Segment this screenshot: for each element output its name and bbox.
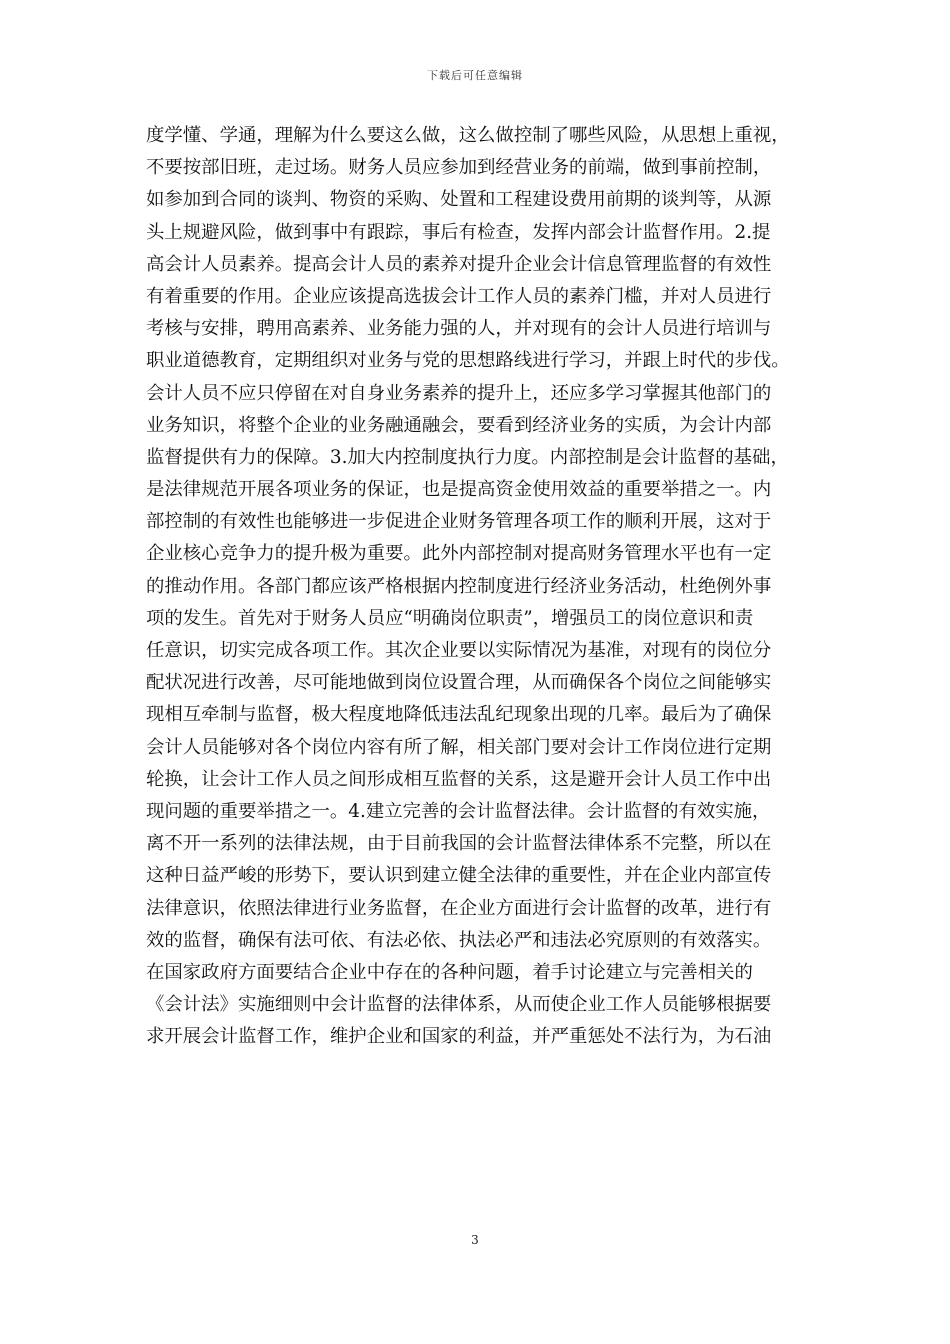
body-text [146, 120, 810, 1053]
body-line: 职业道德教育，定期组织对业务与党的思想路线进行学习，并跟上时代的步伐。 [146, 350, 790, 372]
body-line: 轮换，让会计工作人员之间形成相互监督的关系，这是避开会计人员工作中出 [146, 768, 772, 790]
body-line: 现相互牵制与监督，极大程度地降低违法乱纪现象出现的几率。最后为了确保 [146, 704, 772, 726]
body-line: 如参加到合同的谈判、物资的采购、处置和工程建设费用前期的谈判等，从源 [146, 189, 772, 211]
body-line: 这种日益严峻的形势下，要认识到建立健全法律的重要性，并在企业内部宣传 [146, 865, 772, 887]
body-line: 求开展会计监督工作，维护企业和国家的利益，并严重惩处不法行为，为石油 [146, 1026, 772, 1048]
body-line: 法律意识，依照法律进行业务监督，在企业方面进行会计监督的改革，进行有 [146, 897, 772, 919]
body-line: 是法律规范开展各项业务的保证，也是提高资金使用效益的重要举措之一。内 [146, 479, 772, 501]
body-line: 《会计法》实施细则中会计监督的法律体系，从而使企业工作人员能够根据要 [146, 994, 772, 1016]
body-line: 部控制的有效性也能够进一步促进企业财务管理各项工作的顺利开展，这对于 [146, 511, 772, 533]
body-line: 企业核心竞争力的提升极为重要。此外内部控制对提高财务管理水平也有一定 [146, 543, 772, 565]
body-line: 任意识，切实完成各项工作。其次企业要以实际情况为基准，对现有的岗位分 [146, 640, 772, 661]
body-line: 头上规避风险，做到事中有跟踪，事后有检查，发挥内部会计监督作用。2.提 [146, 221, 771, 243]
body-line: 业务知识，将整个企业的业务融通融会，要看到经济业务的实质，为会计内部 [146, 414, 772, 436]
body-line: 度学懂、学通，理解为什么要这么做，这么做控制了哪些风险，从思想上重视， [146, 125, 790, 146]
body-line: 监督提供有力的保障。3.加大内控制度执行力度。内部控制是会计监督的基础， [146, 446, 789, 468]
body-line: 在国家政府方面要结合企业中存在的各种问题，着手讨论建立与完善相关的 [146, 961, 753, 983]
body-line: 离不开一系列的法律法规，由于目前我国的会计监督法律体系不完整，所以在 [146, 833, 772, 855]
body-line: 效的监督，确保有法可依、有法必依、执法必严和违法必究原则的有效落实。 [146, 929, 772, 951]
body-line: 的推动作用。各部门都应该严格根据内控制度进行经济业务活动，杜绝例外事 [146, 575, 772, 597]
page-header: 下载后可任意编辑 [427, 69, 523, 82]
body-line: 高会计人员素养。提高会计人员的素养对提升企业会计信息管理监督的有效性 [146, 253, 772, 275]
body-line: 考核与安排，聘用高素养、业务能力强的人，并对现有的会计人员进行培训与 [146, 318, 772, 340]
body-line: 有着重要的作用。企业应该提高选拔会计工作人员的素养门槛，并对人员进行 [146, 285, 772, 307]
body-line: 现问题的重要举措之一。4.建立完善的会计监督法律。会计监督的有效实施， [146, 800, 771, 822]
body-line: 配状况进行改善，尽可能地做到岗位设置合理，从而确保各个岗位之间能够实 [146, 672, 772, 694]
body-line: 不要按部旧班，走过场。财务人员应参加到经营业务的前端，做到事前控制， [146, 157, 772, 179]
body-line: 会计人员能够对各个岗位内容有所了解，相关部门要对会计工作岗位进行定期 [146, 736, 772, 758]
body-line: 会计人员不应只停留在对自身业务素养的提升上，还应多学习掌握其他部门的 [146, 382, 772, 404]
page-number: 3 [471, 1233, 479, 1247]
body-line: 项的发生。首先对于财务人员应“明确岗位职责”，增强员工的岗位意识和责 [146, 607, 754, 629]
